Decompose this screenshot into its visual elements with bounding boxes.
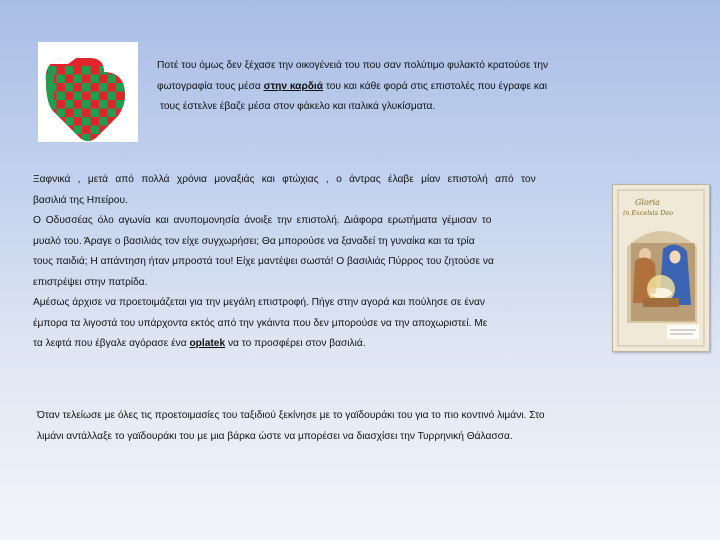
text-line: Όταν τελείωσε με όλες τις προετοιμασίες του ταξιδιού ξεκίνησε με το γαϊδουράκι του για το πιο κοντινό λιμάνι. Στο: [37, 410, 545, 421]
text-line: [157, 77, 548, 98]
heart-weave-cell: [91, 92, 100, 101]
heart-weave-cell: [74, 109, 83, 118]
heart-weave-cell: [48, 66, 57, 75]
heart-weave-cell: [82, 66, 91, 75]
heart-weave-cell: [99, 117, 108, 126]
heart-weave-cell: [108, 75, 117, 84]
text-line: λιμάνι αντάλλαξε το γαϊδουράκι του με μια βάρκα ώστε να μπορέσει να διασχίσει την Τυρρηνική Θάλασσα.: [37, 430, 513, 442]
paragraph-3: [37, 406, 545, 447]
heart-weave-cell: [108, 92, 117, 101]
heart-weave-cell: [65, 66, 74, 75]
heart-weave-cell: [74, 75, 83, 84]
paragraph-2: [33, 170, 536, 355]
text-line: τους παιδιά; Η απάντηση ήταν μπροστά του! Είχε μαντέψει σωστά! Ο βασιλιάς Πύρρος του ζητούσε να: [33, 256, 494, 267]
heart-weave-cell: [65, 117, 74, 126]
heart-weave-cell: [82, 83, 91, 92]
text-line: τους έστελνε έβαζε μέσα στον φάκελο και ιταλικά γλυκίσματα.: [160, 101, 436, 112]
heart-weave-cell: [74, 92, 83, 101]
card-title-line-1: Gloria: [635, 198, 660, 207]
text-line: Ποτέ του όμως δεν ξέχασε την οικογένειά του που σαν πολύτιμο φυλακτό κρατούσε την: [157, 60, 549, 71]
heart-weave-cell: [99, 83, 108, 92]
heart-weave-cell: [91, 75, 100, 84]
woven-heart-icon: [38, 42, 138, 142]
text-span: φωτογραφία τους μέσα: [157, 80, 264, 92]
heart-weave-cell: [82, 100, 91, 109]
heart-weave-cell: [91, 109, 100, 118]
text-line: έμπορα τα λιγοστά του υπάρχοντα εκτός από την γκάιντα που δεν μπορούσε να την αποχωριστεί. Με: [33, 317, 488, 329]
text-line: μυαλό του. Άραγε ο βασιλιάς τον είχε συγχωρήσει; Θα μπορούσε να ξαναδεί τη γυναίκα και τα τρία: [33, 235, 475, 247]
heart-weave-cell: [57, 92, 66, 101]
text-line: βασιλιά της Ηπείρου.: [33, 194, 128, 206]
heart-weave-cell: [65, 83, 74, 92]
heart-weave-cell: [91, 126, 100, 135]
card-title-line-2: in Excelsis Deo: [623, 209, 674, 217]
emphasis-link[interactable]: στην καρδιά: [263, 80, 324, 92]
heart-weave-cell: [82, 117, 91, 126]
heart-weave-cell: [57, 109, 66, 118]
text-span: τα λεφτά που έβγαλε αγόρασε ένα: [33, 338, 190, 349]
text-line: Αμέσως άρχισε να προετοιμάζεται για την μεγάλη επιστροφή. Πήγε στην αγορά και πούλησε σε έναν: [33, 297, 485, 308]
text-line: επιστρέψει στην πατρίδα.: [33, 276, 148, 288]
text-line: Ξαφνικά , μετά από πολλά χρόνια μοναξιάς και φτώχιας , ο άντρας έλαβε μίαν επιστολή από τον: [33, 174, 536, 185]
text-line: [33, 334, 536, 355]
heart-weave-cell: [116, 83, 125, 92]
heart-weave-cell: [57, 75, 66, 84]
text-span: να το προσφέρει στον βασιλιά.: [225, 338, 366, 349]
heart-weave-cell: [74, 126, 83, 135]
emphasis-link[interactable]: oplatek: [189, 338, 226, 349]
text-span: του και κάθε φορά στις επιστολές που έγραφε και: [323, 80, 547, 92]
heart-weave-cell: [99, 100, 108, 109]
nativity-card-image: [612, 184, 710, 352]
heart-weave-cell: [108, 109, 117, 118]
heart-weave-cell: [65, 100, 74, 109]
paragraph-1: [157, 56, 548, 118]
text-line: Ο Οδυσσέας όλο αγωνία και ανυπομονησία άνοιξε την επιστολή. Διάφορα ερωτήματα γέμισαν το: [33, 215, 492, 226]
